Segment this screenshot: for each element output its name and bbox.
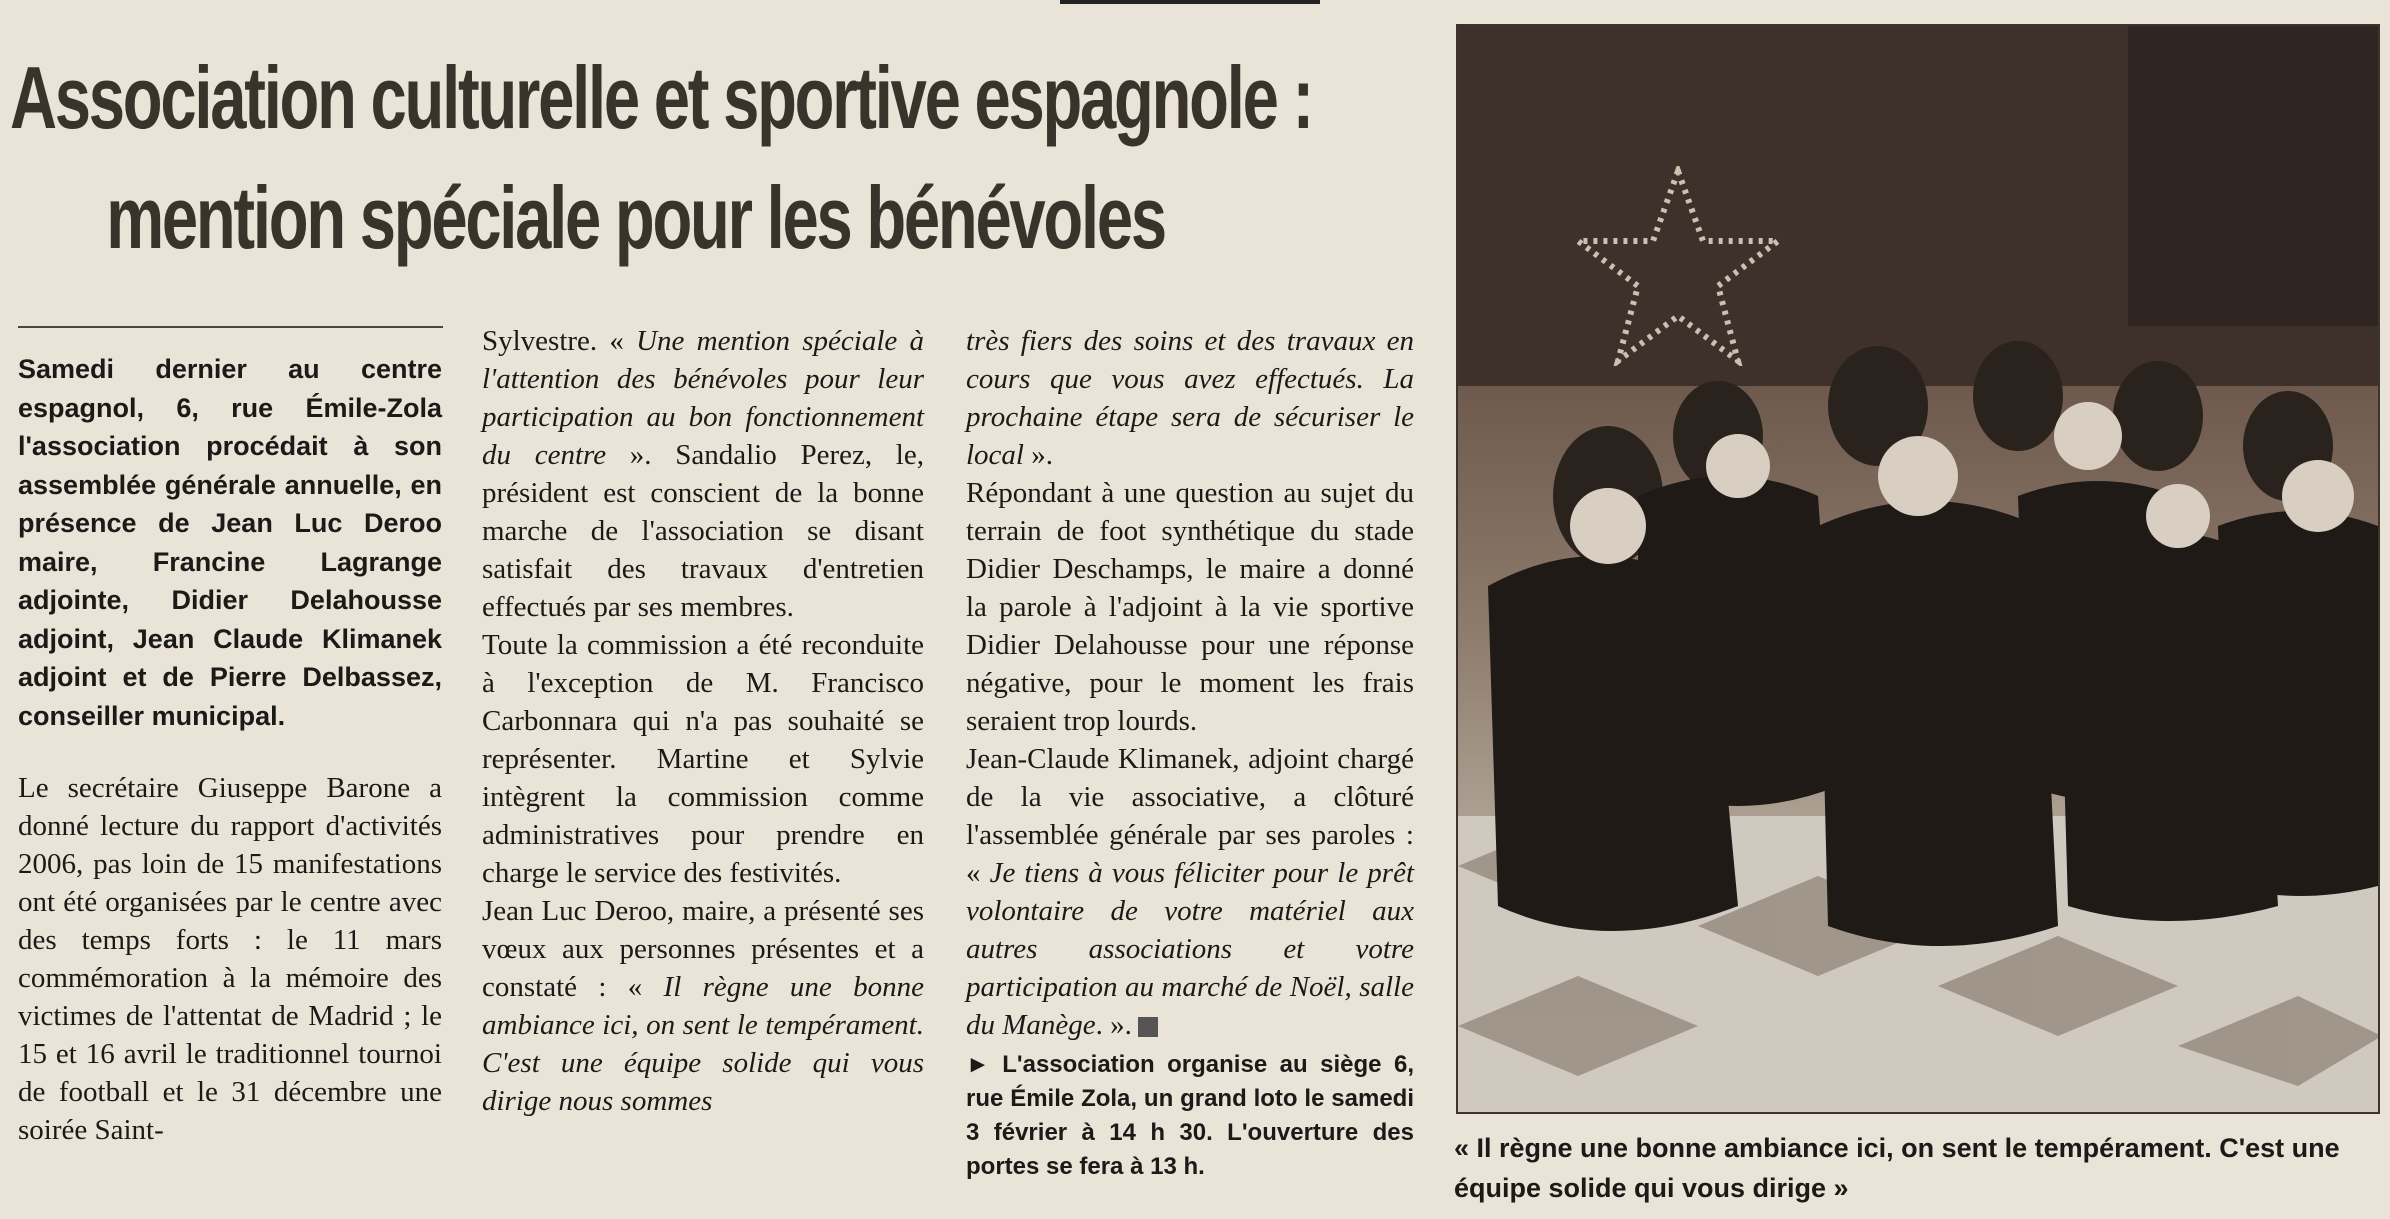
top-rule [1060,0,1320,4]
photo-caption: « Il règne une bonne ambiance ici, on sent le tempérament. C'est une équipe solide qui vous dirige » [1454,1133,2340,1203]
headline [10,38,1312,278]
column-3 [966,322,1414,1184]
lead-paragraph: Samedi dernier au centre espagnol, 6, rue Émile-Zola l'association procédait à son assemblée générale annuelle, en présence de Jean Luc Deroo maire, Francine Lagrange adjointe, Didier Delahousse adjoint, Jean Claude Klimanek adjoint et de Pierre Delbassez, conseiller municipal. [18,354,442,731]
headline-line-2: mention spéciale pour les bénévoles [106,168,1165,267]
audience-illustration [1458,26,2380,1114]
column-1-paragraph: Le secrétaire Giuseppe Barone a donné lecture du rapport d'activités 2006, pas loin de 15 manifestations ont été organisées par le centre avec des temps forts : le 11 mars commémoration à la mémoire des victimes de l'attentat de Madrid ; le 15 et 16 avril le traditionnel tournoi de football et le 31 décembre une soirée Saint- [18,772,442,1146]
end-of-article-mark [1138,1017,1158,1037]
column-2-paragraph-3: Jean Luc Deroo, maire, a présenté ses vœux aux personnes présentes et a constaté : « Il règne une bonne ambiance ici, on sent le tempérament. C'est une équipe solide qui vous dirige nous sommes [482,895,924,1117]
lead-divider [18,326,443,328]
column-1 [18,350,442,1149]
event-note: ► L'association organise au siège 6, rue Émile Zola, un grand loto le samedi 3 février à 14 h 30. L'ouverture des portes se fera à 13 h. [966,1051,1414,1180]
article-photo [1456,24,2380,1114]
column-3-paragraph-3: Jean-Claude Klimanek, adjoint chargé de la vie associative, a clôturé l'assemblée générale par ses paroles : « Je tiens à vous féliciter pour le prêt volontaire de votre matériel aux autres associations et votre participation au marché de Noël, salle du Manège. ». [966,743,1414,1041]
column-2-paragraph-2: Toute la commission a été reconduite à l'exception de M. Francisco Carbonnara qui n'a pas souhaité se représenter. Martine et Sylvie intègrent la commission comme administratives pour prendre en charge le service des festivités. [482,629,924,889]
column-2 [482,322,924,1120]
column-3-paragraph-1: très fiers des soins et des travaux en cours que vous avez effectués. La prochaine étape sera de sécuriser le local ». [966,325,1414,471]
column-2-paragraph-1: Sylvestre. « Une mention spéciale à l'attention des bénévoles pour leur participation au bon fonctionnement du centre ». Sandalio Perez, le, président est conscient de la bonne marche de l'association se disant satisfait des travaux d'entretien effectués par ses membres. [482,325,924,623]
column-3-paragraph-2: Répondant à une question au sujet du terrain de foot synthétique du stade Didier Deschamps, le maire a donné la parole à l'adjoint à la vie sportive Didier Delahousse pour une réponse négative, pour le moment les frais seraient trop lourds. [966,477,1414,737]
headline-line-1: Association culturelle et sportive espagnole : [10,48,1312,147]
